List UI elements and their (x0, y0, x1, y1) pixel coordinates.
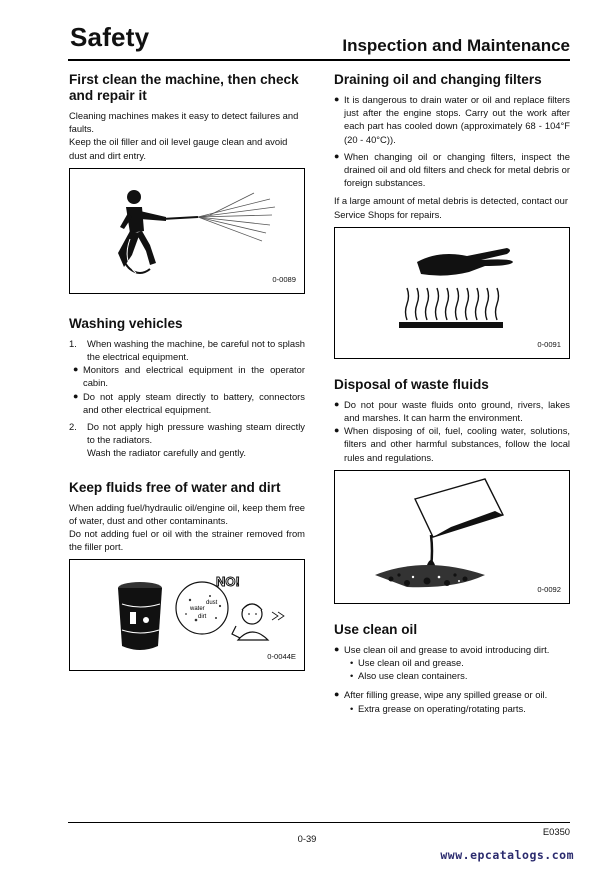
bullet-text: Monitors and electrical equipment in the operator cabin. (83, 364, 305, 389)
right-column (334, 72, 570, 715)
figure-label: 0-0092 (537, 584, 561, 594)
bullet-text: Do not apply steam directly to battery, connectors and other electrical equipment. (83, 390, 305, 415)
bullet-text: Use clean oil and grease to avoid introducing dirt. (344, 643, 550, 655)
sub-bullet-text: Use clean oil and grease. (358, 657, 464, 669)
left-column (69, 72, 305, 671)
blob-word-dirt: dirt (198, 614, 207, 621)
list-number: 1. (69, 337, 77, 349)
list-text: Do not apply high pressure washing steam directly to the radiators. (87, 421, 305, 446)
sub-bullet-item (334, 669, 570, 682)
bullet-text: After filling grease, wipe any spilled grease or oil. (344, 689, 548, 701)
heading-washing-vehicles: Washing vehicles (69, 315, 183, 331)
bullet-item (334, 150, 570, 190)
hot-surface-illustration (335, 228, 571, 360)
bullet-item (334, 643, 570, 656)
bullet-item (334, 93, 570, 146)
list-item (69, 420, 305, 446)
sub-bullet-item (334, 656, 570, 669)
figure-label: 0-0089 (272, 274, 296, 284)
clean-paragraph-2: Keep the oil filler and oil level gauge clean and avoid dust and dirt entry. (69, 136, 288, 161)
waste-pouring-illustration (335, 471, 571, 605)
bullet-item (334, 688, 570, 701)
list-text-continued: Wash the radiator carefully and gently. (87, 447, 246, 459)
bullet-text: When disposing of oil, fuel, cooling water, solutions, filters and other harmful substances, follow the local rules and regulations. (344, 425, 570, 463)
heading-draining-oil: Draining oil and changing filters (334, 72, 542, 87)
bullet-text: Do not pour waste fluids onto ground, rivers, lakes and marshes. It can harm the environment. (344, 398, 570, 424)
heading-keep-fluids: Keep fluids free of water and dirt (69, 479, 281, 495)
figure-label: 0-0091 (537, 339, 561, 349)
heading-first-clean: First clean the machine, then check and repair it (69, 72, 299, 103)
watermark-link[interactable]: www.epcatalogs.com (440, 848, 574, 862)
sub-bullet-item (334, 702, 570, 715)
clean-paragraph-1: Cleaning machines makes it easy to detect failures and faults. (69, 110, 299, 135)
blob-word-water: water (190, 606, 205, 613)
section-title-inspection: Inspection and Maintenance (342, 36, 570, 55)
bullet-item (334, 424, 570, 464)
heading-use-clean-oil: Use clean oil (334, 621, 418, 637)
sub-bullet-text: Extra grease on operating/rotating parts. (358, 702, 526, 714)
list-number: 2. (69, 421, 77, 433)
figure-contaminated-fluids (69, 559, 305, 671)
fluids-paragraph-2: Do not adding fuel or oil with the strainer removed from the filler port. (69, 528, 305, 553)
page-number: 0-39 (297, 833, 317, 844)
list-item (69, 337, 305, 363)
section-title-safety: Safety (70, 22, 150, 52)
figure-pressure-washer (69, 168, 305, 294)
drain-paragraph: If a large amount of metal debris is detected, contact our Service Shops for repairs. (334, 195, 568, 220)
list-text: When washing the machine, be careful not to splash the electrical equipment. (87, 337, 305, 363)
figure-hot-surface (334, 227, 570, 359)
no-callout: NO! (216, 574, 240, 590)
bullet-item (73, 363, 305, 389)
figure-label: 0-0044E (267, 652, 296, 662)
bullet-text: When changing oil or changing filters, inspect the drained oil and old filters and check for metal debris or foreign substances. (344, 150, 570, 189)
bullet-text: It is dangerous to drain water or oil and replace filters just after the engine stops. Carry out the work after each part has cooled down (approximately 68 - 104°F (20 - 40°C)). (344, 94, 570, 145)
footer-rule (68, 822, 570, 823)
header-rule (68, 59, 570, 61)
sub-bullet-text: Also use clean containers. (358, 670, 468, 682)
heading-disposal-waste: Disposal of waste fluids (334, 376, 489, 392)
figure-waste-pouring (334, 470, 570, 604)
document-code: E0350 (542, 826, 570, 837)
fluids-paragraph-1: When adding fuel/hydraulic oil/engine oil, keep them free of water, dust and other contaminants. (69, 501, 305, 526)
pressure-washer-illustration (70, 169, 306, 295)
bullet-item (334, 398, 570, 424)
blob-word-dust: dust (206, 600, 218, 607)
bullet-item (73, 390, 305, 416)
